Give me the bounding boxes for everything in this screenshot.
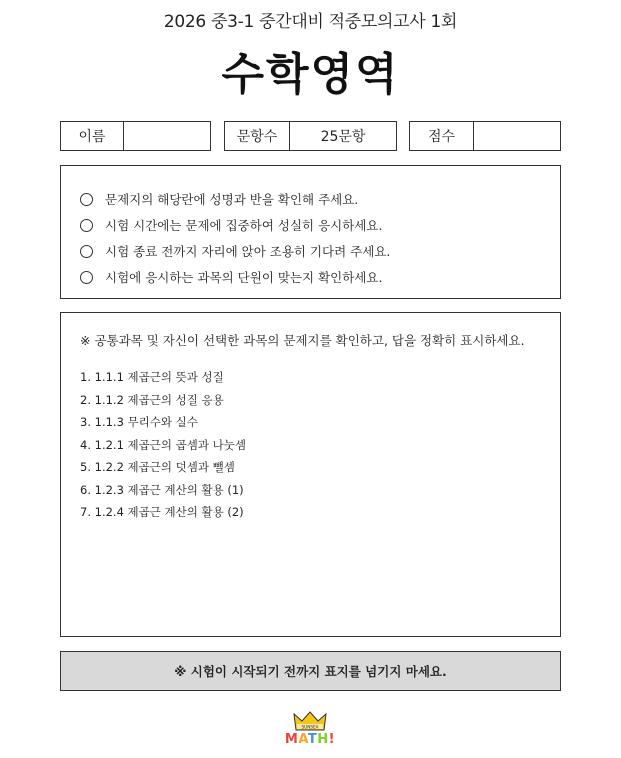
name-field: [60, 121, 211, 151]
instruction-text: 문제지의 해당란에 성명과 반을 확인해 주세요.: [105, 192, 359, 207]
logo-letter: M: [284, 732, 299, 747]
question-count-field: [224, 121, 397, 151]
logo-letter: T: [307, 732, 318, 747]
logo-letter: H: [317, 732, 329, 747]
name-value[interactable]: [123, 122, 210, 150]
logo-letter: A: [298, 732, 308, 747]
topic-item: 6. 1.2.3 제곱근 계산의 활용 (1): [80, 482, 244, 497]
topics-notice: ※ 공통과목 및 자신이 선택한 과목의 문제지를 확인하고, 답을 정확히 표시하세요.: [80, 333, 525, 348]
circle-bullet-icon: [80, 271, 93, 284]
exam-title: 수학영역: [221, 49, 400, 100]
question-count-value: 25문항: [289, 122, 396, 150]
topic-item: 3. 1.1.3 무리수와 실수: [80, 415, 198, 429]
topic-item: 4. 1.2.1 제곱근의 곱셈과 나눗셈: [80, 437, 246, 452]
math-wordmark: [278, 732, 342, 747]
question-count-label: 문항수: [236, 129, 278, 145]
name-label: 이름: [78, 129, 106, 145]
instructions-box: [60, 165, 561, 299]
topics-box: [60, 312, 561, 637]
circle-bullet-icon: [80, 193, 93, 206]
circle-bullet-icon: [80, 219, 93, 232]
instruction-text: 시험 시간에는 문제에 집중하여 성실히 응시하세요.: [105, 218, 383, 233]
topic-item: 1. 1.1.1 제곱근의 뜻과 성질: [80, 370, 224, 384]
instruction-item: [80, 186, 560, 212]
instruction-item: [80, 212, 560, 238]
topic-item: 2. 1.1.2 제곱근의 성질 응용: [80, 392, 224, 407]
instruction-item: [80, 264, 560, 290]
score-value[interactable]: [473, 122, 560, 150]
crown-icon: [278, 710, 342, 732]
topic-item: 7. 1.2.4 제곱근 계산의 활용 (2): [80, 505, 244, 519]
math-logo: [278, 710, 342, 750]
circle-bullet-icon: [80, 245, 93, 258]
topic-item: 5. 1.2.2 제곱근의 덧셈과 뺄셈: [80, 460, 235, 474]
score-label: 점수: [427, 129, 456, 145]
score-field: [409, 121, 561, 151]
footer-notice: ※ 시험이 시작되기 전까지 표지를 넘기지 마세요.: [60, 651, 561, 691]
instruction-text: 시험 종료 전까지 자리에 앉아 조용히 기다려 주세요.: [105, 244, 391, 259]
instruction-text: 시험에 응시하는 과목의 단원이 맞는지 확인하세요.: [105, 270, 383, 285]
exam-subtitle: 2026 중3-1 중간대비 적중모의고사 1회: [163, 12, 458, 32]
instruction-item: [80, 238, 560, 264]
badge-text: SUNSEA: [301, 724, 319, 730]
logo-letter: !: [328, 732, 336, 747]
